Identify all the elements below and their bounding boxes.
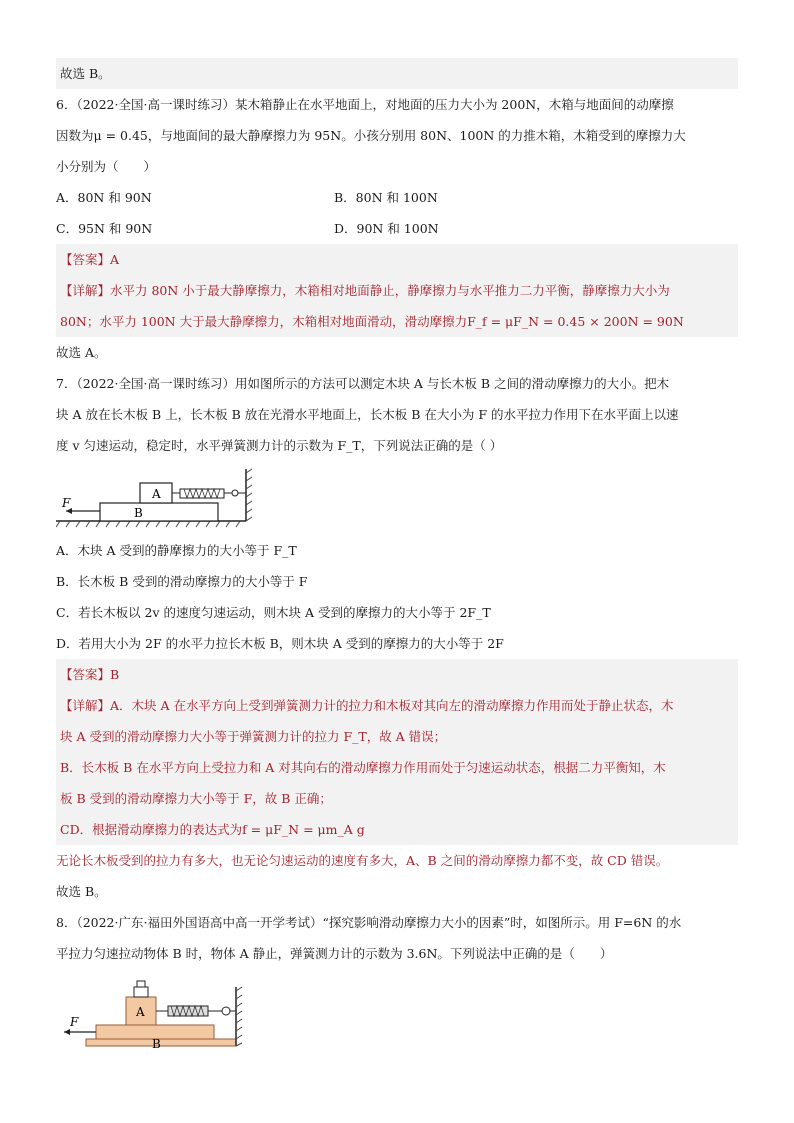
q7-option-b: B．长木板 B 受到的滑动摩擦力的大小等于 F	[56, 574, 308, 589]
q8-spring-scale	[168, 1006, 208, 1016]
q6-stem-line-2: 因数为μ = 0.45，与地面间的最大静摩擦力为 95N。小孩分别用 80N、100N 的力推木箱，木箱受到的摩擦力大	[56, 128, 686, 143]
q6-detail-line-1: 【详解】水平力 80N 小于最大静摩擦力，木箱相对地面静止，静摩擦力与水平推力二力平衡，静摩擦力大小为	[56, 275, 738, 306]
q8-stem-line-2: 平拉力匀速拉动物体 B 时，物体 A 静止，弹簧测力计的示数为 3.6N。下列说法中正确的是（ ）	[56, 946, 613, 961]
q7-detail-line-3: B．长木板 B 在水平方向上受拉力和 A 对其向右的滑动摩擦力作用而处于匀速运动状态，根据二力平衡知，木	[56, 752, 738, 783]
q6-answer: 【答案】A	[56, 244, 738, 275]
q8-weight	[134, 987, 148, 997]
q7-answer: 【答案】B	[56, 659, 738, 690]
q8-figure	[56, 969, 738, 1061]
q8-label-b: B	[152, 1037, 161, 1051]
q6-options-row-1	[56, 182, 738, 213]
q7-option-d: D．若用大小为 2F 的水平力拉长木板 B，则木块 A 受到的摩擦力的大小等于 2F	[56, 636, 504, 651]
q7-friction-diagram	[56, 461, 256, 535]
q7-label-b: B	[134, 506, 143, 520]
q8-label-f: F	[70, 1015, 79, 1029]
q8-hook-ring	[222, 1007, 230, 1015]
q7-hook-ring	[232, 490, 238, 496]
q7-option-c: C．若长木板以 2v 的速度匀速运动，则木块 A 受到的摩擦力的大小等于 2F_T	[56, 605, 491, 620]
q7-option-a: A．木块 A 受到的静摩擦力的大小等于 F_T	[56, 543, 297, 558]
q7-stem-line-3: 度 v 匀速运动，稳定时，水平弹簧测力计的示数为 F_T，下列说法正确的是（ ）	[56, 438, 503, 453]
q7-detail-line-6: 无论长木板受到的拉力有多大，也无论匀速运动的速度有多大，A、B 之间的滑动摩擦力都不变，故 CD 错误。	[56, 853, 669, 868]
q6-option-a: A．80N 和 90N	[56, 190, 152, 205]
prev-conclusion: 故选 B。	[56, 58, 738, 89]
q8-force-arrowhead	[64, 1029, 70, 1035]
q7-label-a: A	[152, 487, 161, 501]
document-page	[56, 58, 738, 1061]
q8-wall-hatching	[236, 987, 242, 1046]
q7-wall-hatching	[246, 469, 252, 521]
q7-detail-line-1: 【详解】A．木块 A 在水平方向上受到弹簧测力计的拉力和木板对其向左的滑动摩擦力作用而处于静止状态，木	[56, 690, 738, 721]
q7-ground-hatching	[56, 521, 240, 527]
q6-conclusion: 故选 A。	[56, 345, 107, 360]
q8-label-a: A	[136, 1005, 145, 1019]
q7-board-b	[100, 503, 218, 521]
q7-conclusion: 故选 B。	[56, 884, 107, 899]
q8-stem-line-1: 8．（2022·广东·福田外国语高中高一开学考试）“探究影响滑动摩擦力大小的因素”时，如图所示。用 F=6N 的水	[56, 915, 682, 930]
q6-stem-line-3: 小分别为（ ）	[56, 159, 157, 174]
q8-weight-knob	[137, 981, 145, 987]
q7-figure	[56, 461, 738, 535]
q7-label-f: F	[62, 496, 71, 510]
q6-detail-line-2: 80N；水平力 100N 大于最大静摩擦力，木箱相对地面滑动，滑动摩擦力F_f = μF_N = 0.45 × 200N = 90N	[56, 306, 738, 337]
q8-base-plate	[86, 1039, 236, 1046]
q7-stem-line-2: 块 A 放在长木板 B 上，长木板 B 放在光滑水平地面上，长木板 B 在大小为 F 的水平拉力作用下在水平面上以速	[56, 407, 679, 422]
q6-option-b: B．80N 和 100N	[334, 190, 438, 205]
q7-detail-line-4: 板 B 受到的滑动摩擦力大小等于 F，故 B 正确；	[56, 783, 738, 814]
q7-detail-line-5: CD．根据滑动摩擦力的表达式为f = μF_N = μm_A g	[56, 814, 738, 845]
q7-detail-line-2: 块 A 受到的滑动摩擦力大小等于弹簧测力计的拉力 F_T，故 A 错误；	[56, 721, 738, 752]
q6-option-d: D．90N 和 100N	[334, 221, 439, 236]
q8-friction-diagram	[56, 969, 256, 1061]
q7-stem-line-1: 7．（2022·全国·高一课时练习）用如图所示的方法可以测定木块 A 与长木板 B 之间的滑动摩擦力的大小。把木	[56, 376, 670, 391]
q6-stem-line-1: 6．（2022·全国·高一课时练习）某木箱静止在水平地面上，对地面的压力大小为 200N，木箱与地面间的动摩擦	[56, 97, 674, 112]
q6-option-c: C．95N 和 90N	[56, 221, 153, 236]
q6-options-row-2	[56, 213, 738, 244]
